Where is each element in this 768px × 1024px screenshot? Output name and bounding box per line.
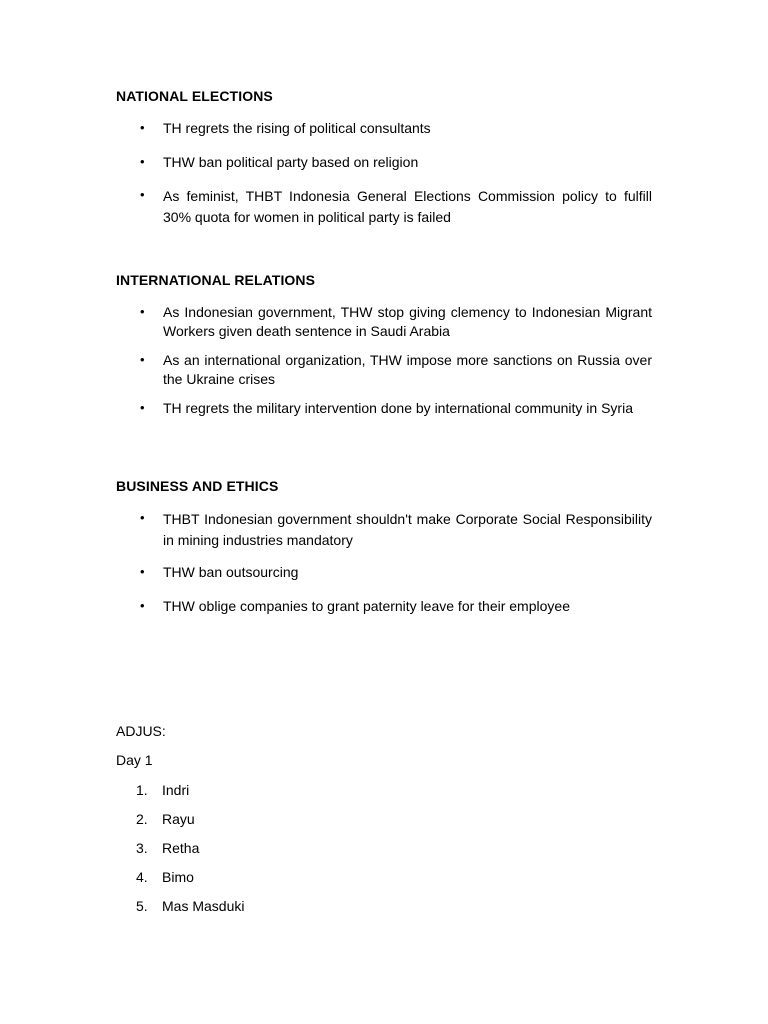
bullet-icon: •: [140, 304, 145, 319]
list-item: [136, 897, 244, 915]
section-heading-national-elections: NATIONAL ELECTIONS: [116, 88, 273, 104]
list-item-text: THW ban outsourcing: [163, 564, 299, 580]
list-item: [136, 810, 195, 828]
list-item: [140, 303, 652, 340]
list-item-text: TH regrets the rising of political consultants: [163, 120, 431, 136]
list-item-text: THBT Indonesian government shouldn't make Corporate Social Responsibility in mining industries mandatory: [163, 511, 652, 548]
section-heading-business-and-ethics: BUSINESS AND ETHICS: [116, 478, 279, 494]
adjudicator-name: Bimo: [162, 869, 194, 885]
list-item-text: TH regrets the military intervention done by international community in Syria: [163, 400, 633, 416]
list-item: [140, 509, 652, 551]
adjudicator-name: Retha: [162, 840, 200, 856]
list-item: [140, 351, 652, 388]
list-item: [136, 781, 189, 799]
day-label: Day 1: [116, 752, 153, 768]
list-number: 4.: [136, 869, 148, 885]
list-item-text: As an international organization, THW impose more sanctions on Russia over the Ukraine crises: [163, 352, 652, 387]
list-number: 5.: [136, 898, 148, 914]
list-item-text: THW ban political party based on religion: [163, 154, 419, 170]
list-number: 1.: [136, 782, 148, 798]
list-item: [136, 868, 194, 886]
section-heading-international-relations: INTERNATIONAL RELATIONS: [116, 272, 316, 288]
list-item: [140, 119, 652, 138]
list-item-text: As Indonesian government, THW stop giving clemency to Indonesian Migrant Workers given death sentence in Saudi Arabia: [163, 304, 652, 339]
list-item: [140, 563, 652, 582]
list-item: [140, 186, 652, 228]
bullet-icon: •: [140, 120, 145, 135]
list-item: [140, 153, 652, 172]
bullet-icon: •: [140, 154, 145, 169]
bullet-icon: •: [140, 564, 145, 579]
adjudicator-name: Mas Masduki: [162, 898, 245, 914]
bullet-icon: •: [140, 187, 145, 202]
list-item-text: THW oblige companies to grant paternity leave for their employee: [163, 598, 570, 614]
list-item-text: As feminist, THBT Indonesia General Elections Commission policy to fulfill 30% quota for women in political party is failed: [163, 188, 652, 225]
adjudicator-name: Rayu: [162, 811, 195, 827]
list-number: 2.: [136, 811, 148, 827]
list-number: 3.: [136, 840, 148, 856]
adjus-label: ADJUS:: [116, 723, 166, 739]
bullet-icon: •: [140, 400, 145, 415]
bullet-icon: •: [140, 598, 145, 613]
list-item: [140, 399, 652, 418]
bullet-icon: •: [140, 510, 145, 525]
bullet-icon: •: [140, 352, 145, 367]
adjudicator-name: Indri: [162, 782, 190, 798]
list-item: [136, 839, 199, 857]
list-item: [140, 597, 652, 616]
